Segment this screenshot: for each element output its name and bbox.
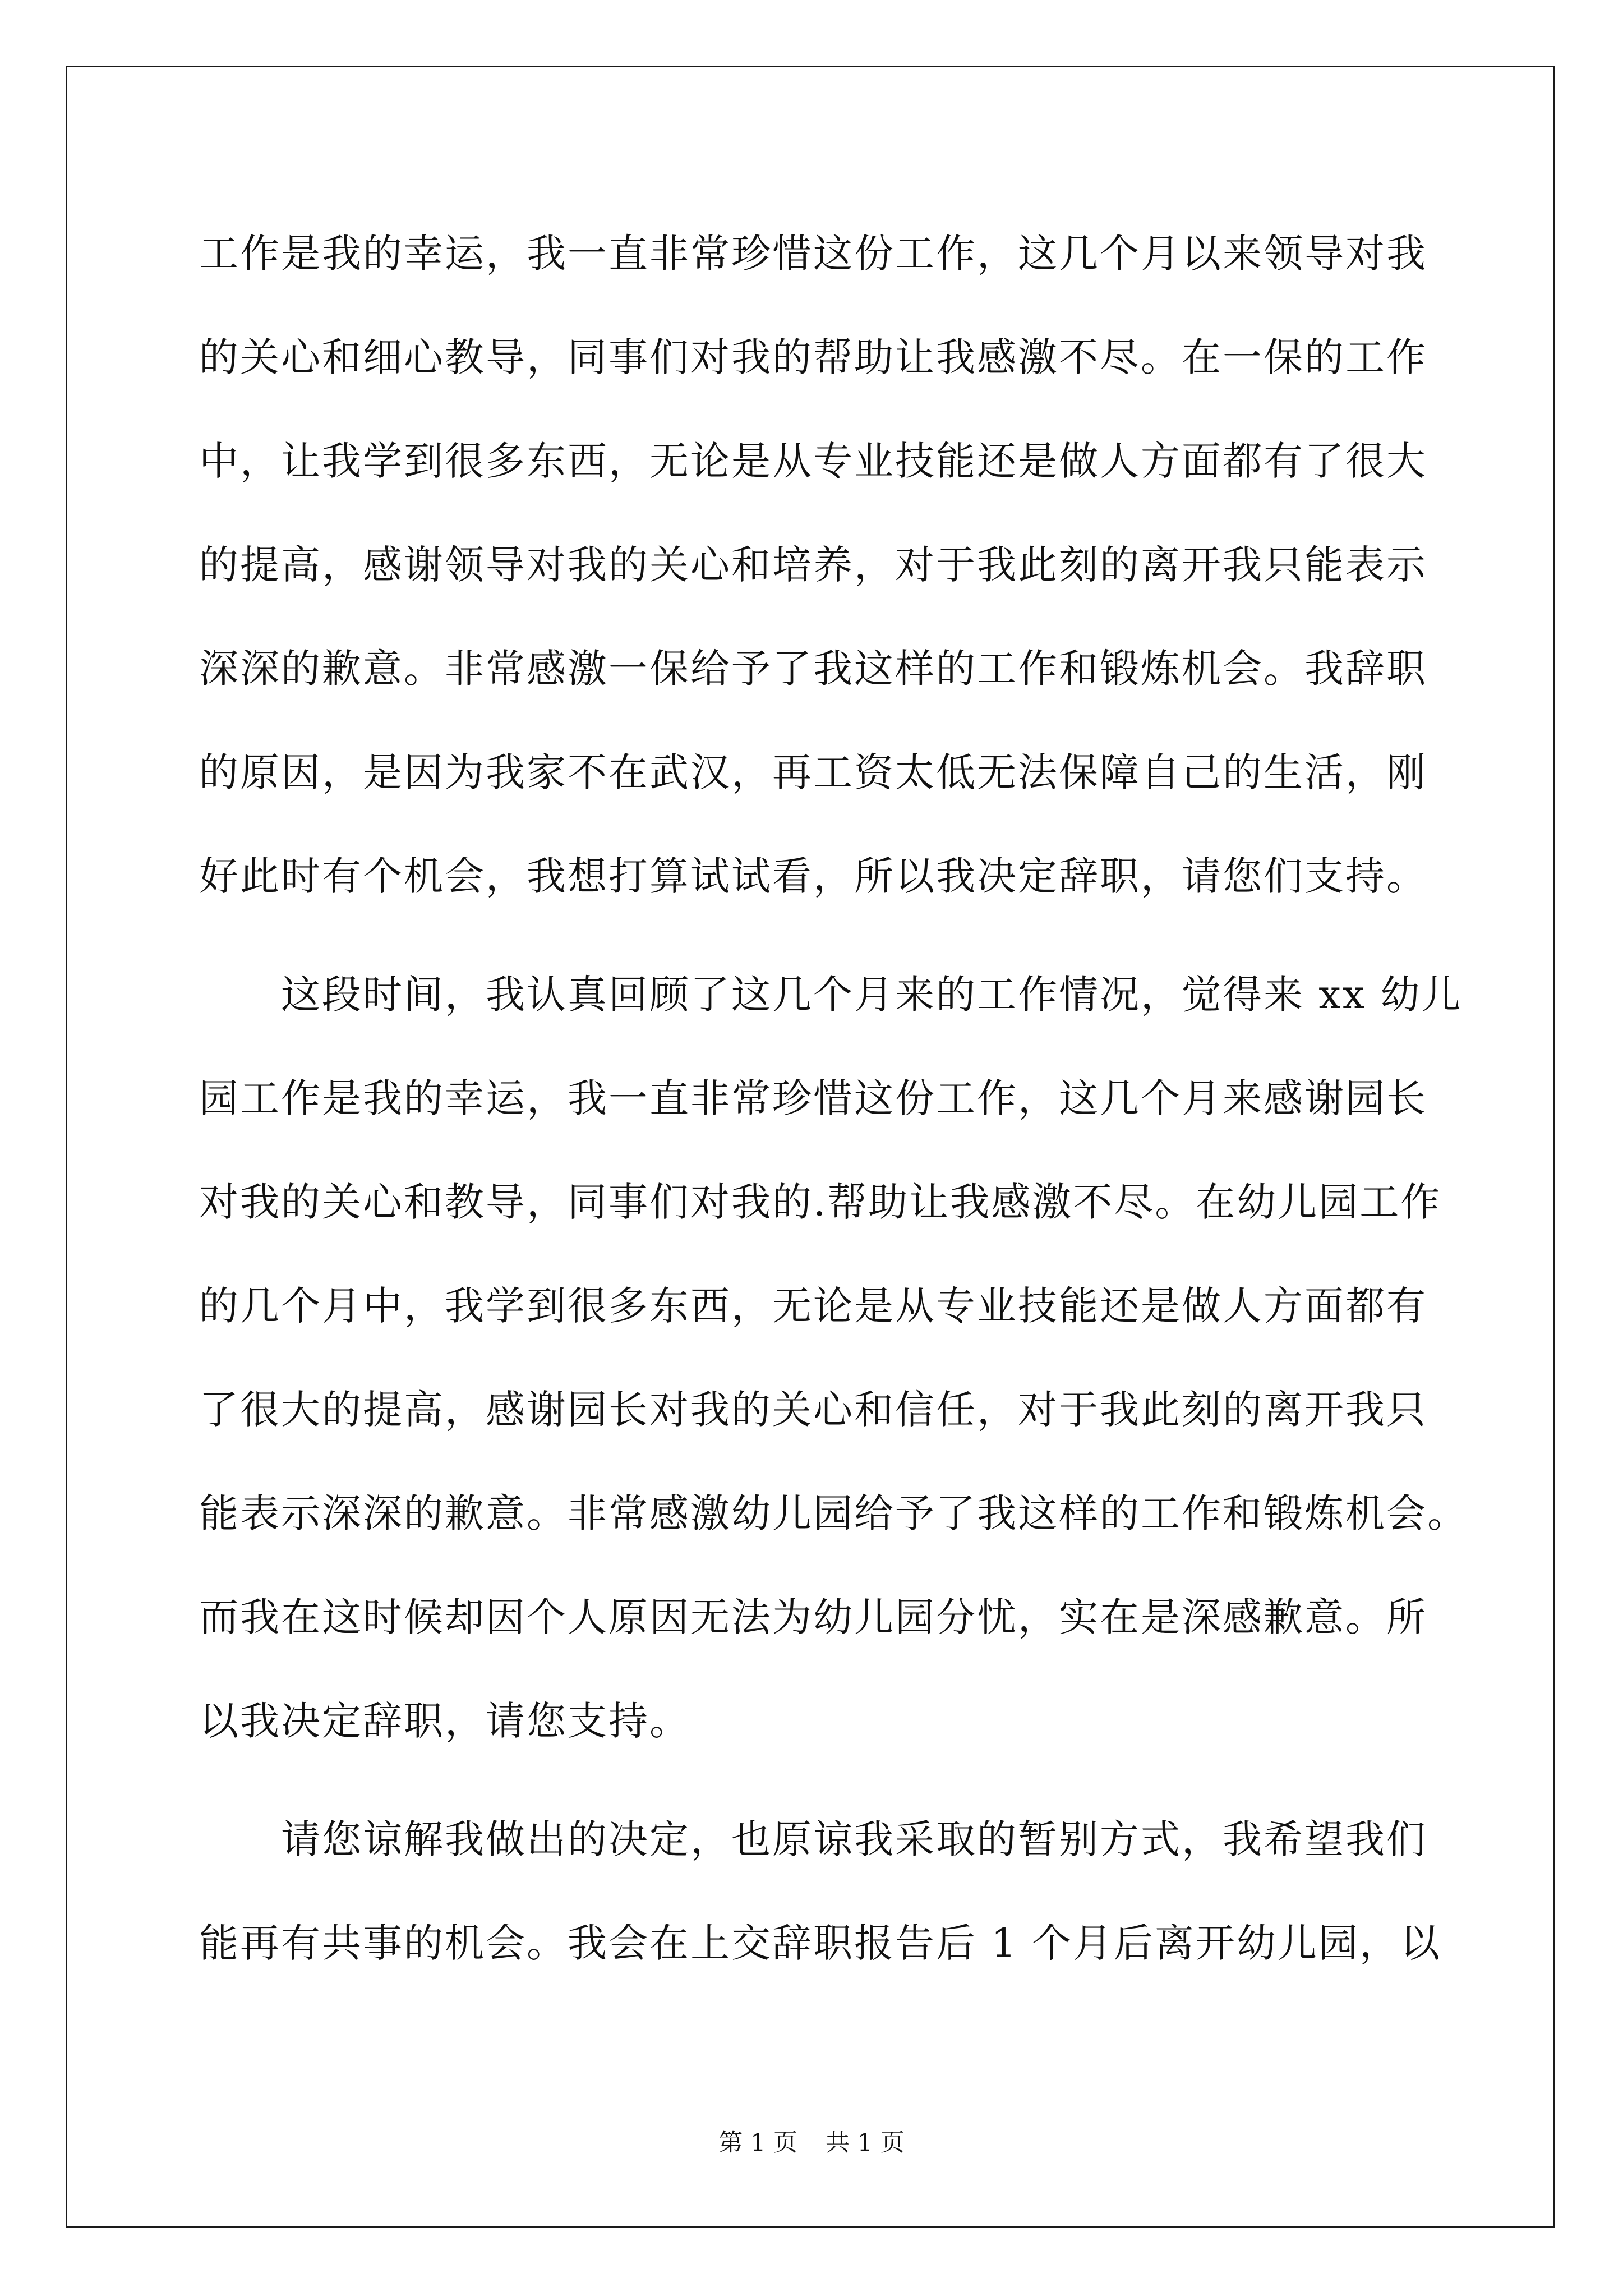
- text-line: 中，让我学到很多东西，无论是从专业技能还是做人方面都有了很大: [199, 438, 1427, 484]
- text-line: 了很大的提高，感谢园长对我的关心和信任，对于我此刻的离开我只: [199, 1387, 1427, 1433]
- text-line: 的原因，是因为我家不在武汉，再工资太低无法保障自己的生活，刚: [199, 749, 1427, 795]
- text-line: 对我的关心和教导，同事们对我的.帮助让我感激不尽。在幼儿园工作: [199, 1179, 1442, 1225]
- text-line: 的几个月中，我学到很多东西，无论是从专业技能还是做人方面都有: [199, 1283, 1427, 1329]
- text-line: 能表示深深的歉意。非常感激幼儿园给予了我这样的工作和锻炼机会。: [199, 1490, 1468, 1536]
- text-line: 的关心和细心教导，同事们对我的帮助让我感激不尽。在一保的工作: [199, 334, 1427, 380]
- paragraph-first-line: 这段时间，我认真回顾了这几个月来的工作情况，觉得来 xx 幼儿: [281, 972, 1463, 1018]
- page-number: 第 1 页: [718, 2129, 797, 2157]
- page-footer: [0, 2126, 1623, 2160]
- text-line: 深深的歉意。非常感激一保给予了我这样的工作和锻炼机会。我辞职: [199, 646, 1427, 692]
- document-body: [199, 213, 1468, 2007]
- text-line: 能再有共事的机会。我会在上交辞职报告后 1 个月后离开幼儿园，以: [199, 1920, 1442, 1966]
- paragraph-first-line: 请您谅解我做出的决定，也原谅我采取的暂别方式，我希望我们: [281, 1816, 1427, 1862]
- page-total: 共 1 页: [826, 2129, 905, 2157]
- text-line: 好此时有个机会，我想打算试试看，所以我决定辞职，请您们支持。: [199, 853, 1427, 899]
- text-line: 以我决定辞职，请您支持。: [199, 1698, 690, 1744]
- text-line: 的提高，感谢领导对我的关心和培养，对于我此刻的离开我只能表示: [199, 542, 1427, 588]
- text-line: 而我在这时候却因个人原因无法为幼儿园分忧，实在是深感歉意。所: [199, 1594, 1427, 1640]
- text-line: 工作是我的幸运，我一直非常珍惜这份工作，这几个月以来领导对我: [199, 231, 1427, 277]
- text-line: 园工作是我的幸运，我一直非常珍惜这份工作，这几个月来感谢园长: [199, 1075, 1427, 1121]
